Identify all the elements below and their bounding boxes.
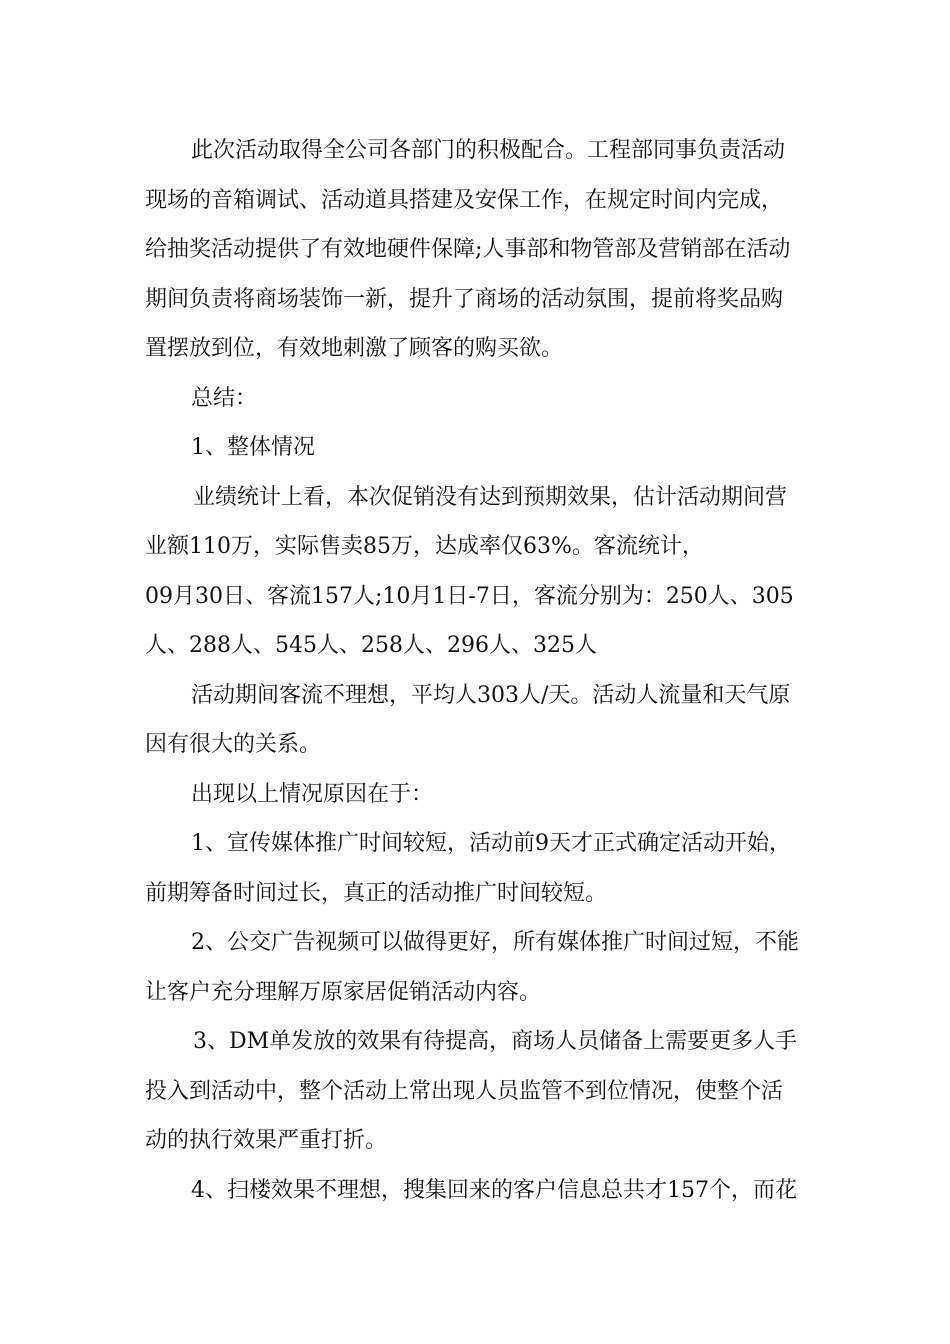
- text-line: 总结：: [191, 385, 258, 411]
- text-line: 置摆放到位，有效地刺激了顾客的购买欲。: [145, 336, 564, 361]
- text-line: 前期筹备时间过长，真正的活动推广时间较短。: [145, 880, 608, 906]
- text-line: 09月30日、客流157人;10月1日-7日，客流分别为：250人、305: [145, 583, 794, 609]
- text-line: 投入到活动中，整个活动上常出现人员监管不到位情况，使整个活: [145, 1078, 784, 1104]
- text-line: 1、整体情况: [191, 435, 315, 460]
- text-line: 业额110万，实际售卖85万，达成率仅63%。客流统计，: [145, 534, 704, 559]
- paragraph-performance-stats: [145, 473, 810, 671]
- paragraph-traffic: [145, 671, 810, 770]
- paragraph-reason-3: [145, 1017, 810, 1166]
- text-line: 现场的音箱调试、活动道具搭建及安保工作，在规定时间内完成，: [145, 187, 784, 213]
- text-line: 1、宣传媒体推广时间较短，活动前9天才正式确定活动开始，: [191, 831, 791, 856]
- text-line: 因有很大的关系。: [145, 732, 322, 757]
- paragraph-summary-heading: [145, 374, 810, 424]
- paragraph-overall-heading: [145, 423, 810, 473]
- paragraph-reason-1: [145, 819, 810, 918]
- text-line: 此次活动取得全公司各部门的积极配合。工程部同事负责活动: [191, 138, 786, 163]
- text-line: 3、DM单发放的效果有待提高，商场人员储备上需要更多人手: [193, 1029, 798, 1054]
- text-line: 让客户充分理解万原家居促销活动内容。: [145, 979, 542, 1005]
- text-line: 动的执行效果严重打折。: [145, 1128, 388, 1153]
- text-line: 出现以上情况原因在于：: [191, 781, 434, 807]
- paragraph-cooperation: [145, 126, 810, 374]
- document-body: [145, 126, 810, 1215]
- paragraph-reason-2: [145, 918, 810, 1017]
- paragraph-reasons-heading: [145, 770, 810, 820]
- text-line: 期间负责将商场装饰一新，提升了商场的活动氛围，提前将奖品购: [145, 286, 784, 312]
- paragraph-reason-4: [145, 1166, 810, 1216]
- text-line: 业绩统计上看，本次促销没有达到预期效果，估计活动期间营: [193, 484, 788, 510]
- text-line: 2、公交广告视频可以做得更好，所有媒体推广时间过短，不能: [191, 930, 799, 955]
- text-line: 活动期间客流不理想，平均人303人/天。活动人流量和天气原: [191, 682, 791, 708]
- text-line: 人、288人、545人、258人、296人、325人: [145, 633, 597, 658]
- text-line: 4、扫楼效果不理想，搜集回来的客户信息总共才157个，而花: [191, 1177, 797, 1203]
- text-line: 给抽奖活动提供了有效地硬件保障;人事部和物管部及营销部在活动: [145, 237, 791, 262]
